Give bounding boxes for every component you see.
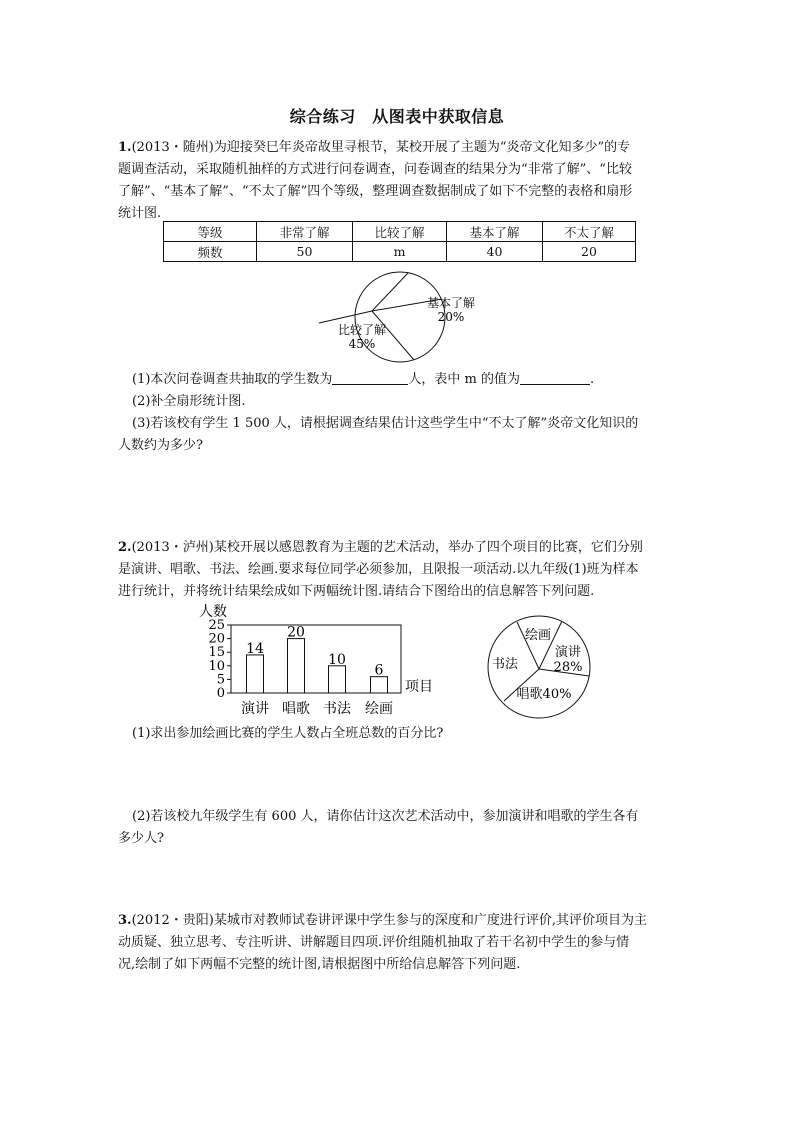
- q1-sub1-text-c: .: [590, 372, 595, 387]
- pie-pct-basic: 20%: [437, 310, 465, 324]
- q1-stem-line: 题调查活动，采取随机抽样的方式进行问卷调查，问卷调查的结果分为“非常了解”、“比较: [118, 162, 632, 177]
- q1-frequency-table: [163, 221, 636, 262]
- q2-bar-chart: [193, 600, 448, 720]
- q1-sub1: [132, 369, 676, 391]
- q3-stem-line: 动质疑、独立思考、专注听讲、讲解题目四项.评价组随机抽取了若干名初中学生的参与情: [118, 935, 630, 950]
- pie-pct-speech: 28%: [553, 660, 583, 675]
- bar-x-axis-label: 项目: [405, 679, 433, 695]
- q3-stem-line: 况,绘制了如下两幅不完整的统计图,请根据图中所给信息解答下列问题.: [118, 957, 521, 972]
- q1-pie-chart: [310, 268, 490, 368]
- q1-number: 1.: [118, 140, 132, 155]
- q1-stem-line: 了解”、“基本了解”、“不太了解”四个等级，整理调查数据制成了如下不完整的表格和扇形: [118, 184, 633, 199]
- q2-stem-line: 某校开展以感恩教育为主题的艺术活动，举办了四个项目的比赛，它们分别: [213, 540, 643, 555]
- bar-y-tick-label: 15: [208, 645, 225, 661]
- answer-blank[interactable]: [332, 370, 408, 385]
- bar-value-label: 14: [246, 640, 264, 657]
- bar-2: [288, 639, 305, 693]
- pie-label-singing: 唱歌40%: [516, 687, 572, 702]
- bar-category-label: 书法: [323, 701, 351, 717]
- table-row: [164, 222, 636, 242]
- bar-value-label: 10: [328, 651, 346, 668]
- q3-number: 3.: [118, 913, 132, 928]
- pie-label-calligraphy: 书法: [491, 657, 519, 672]
- bar-y-axis-label: 人数: [199, 604, 227, 620]
- q2-stem: [118, 537, 676, 603]
- bar-y-tick-label: 5: [216, 672, 225, 688]
- q1-stem-line: 统计图.: [118, 206, 162, 221]
- pie-label-drawing: 绘画: [524, 628, 552, 643]
- table-cell: 40: [447, 242, 543, 262]
- q2-source: (2013・泸州): [131, 540, 214, 555]
- bar-category-label: 演讲: [241, 701, 269, 717]
- bar-value-label: 6: [374, 662, 384, 679]
- bar-y-tick-label: 0: [216, 686, 225, 701]
- bar-4: [371, 677, 388, 693]
- page-title: 综合练习 从图表中获取信息: [289, 107, 505, 126]
- q2-sub2-line: (2)若该校九年级学生有 600 人，请你估计这次艺术活动中，参加演讲和唱歌的学生各有: [132, 809, 639, 824]
- q1-stem-line: 为迎接癸巳年炎帝故里寻根节，某校开展了主题为“炎帝文化知多少”的专: [213, 140, 631, 155]
- pie-label-speech: 演讲: [554, 645, 582, 660]
- q1-sub1-text-a: (1)本次问卷调查共抽取的学生数为: [132, 372, 333, 387]
- bar-y-tick-label: 10: [208, 658, 225, 674]
- table-header-cell: 等级: [164, 222, 257, 242]
- table-header-cell: 非常了解: [257, 222, 353, 242]
- q3-stem-line: 某城市对教师试卷讲评课中学生参与的深度和广度进行评价,其评价项目为主: [213, 913, 647, 928]
- bar-y-tick-label: 20: [208, 631, 225, 647]
- q2-number: 2.: [118, 540, 132, 555]
- table-header-cell: 不太了解: [543, 222, 636, 242]
- table-cell: m: [353, 242, 447, 262]
- q1-stem: [118, 137, 676, 225]
- q1-source: (2013・随州): [131, 140, 214, 155]
- q1-sub3-line: (3)若该校有学生 1 500 人，请根据调查结果估计这些学生中“不太了解”炎帝文化知识的: [132, 416, 639, 431]
- pie-pct-compare: 45%: [348, 337, 376, 351]
- bar-category-label: 唱歌: [282, 701, 310, 717]
- table-cell: 20: [543, 242, 636, 262]
- q2-sub2: [118, 806, 676, 850]
- q3-source: (2012・贵阳): [131, 913, 214, 928]
- pie-label-basic: 基本了解: [426, 296, 476, 310]
- pie-label-compare: 比较了解: [337, 323, 387, 337]
- bar-3: [329, 666, 346, 693]
- q2-stem-line: 进行统计，并将统计结果绘成如下两幅统计图.请结合下图给出的信息解答下列问题.: [118, 584, 595, 599]
- table-cell: 频数: [164, 242, 257, 262]
- q1-sub3: [118, 413, 676, 457]
- q1-sub1-text-b: 人，表中 m 的值为: [408, 372, 521, 387]
- table-cell: 50: [257, 242, 353, 262]
- q1-sub2: (2)补全扇形统计图.: [132, 394, 246, 409]
- q3-stem: [118, 910, 676, 976]
- table-row: [164, 242, 636, 262]
- q2-sub1: (1)求出参加绘画比赛的学生人数占全班总数的百分比?: [132, 726, 444, 741]
- bar-y-tick-label: 25: [208, 618, 225, 633]
- pie-divider: [319, 311, 372, 323]
- table-header-cell: 基本了解: [447, 222, 543, 242]
- table-header-cell: 比较了解: [353, 222, 447, 242]
- bar-category-label: 绘画: [365, 701, 393, 717]
- q1-sub3-line: 人数约为多少?: [118, 438, 203, 453]
- q2-sub2-line: 多少人?: [118, 831, 164, 846]
- q2-stem-line: 是演讲、唱歌、书法、绘画.要求每位同学必须参加，且限报一项活动.以九年级(1)班为样本: [118, 562, 639, 577]
- answer-blank[interactable]: [520, 370, 590, 385]
- bar-value-label: 20: [287, 624, 305, 641]
- bar-1: [247, 655, 264, 693]
- q2-pie-chart: [484, 612, 594, 722]
